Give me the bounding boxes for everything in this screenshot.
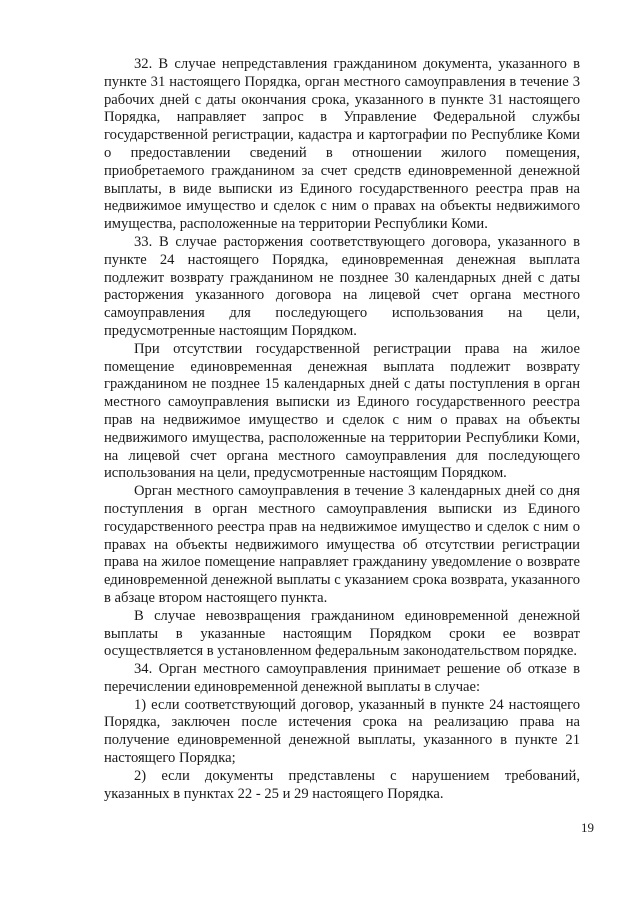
paragraph-33-registration: При отсутствии государственной регистрации права на жилое помещение единовременная денежная выплата подлежит возврату гражданином не позднее 15 календарных дней с даты поступления в орган местного самоуправления выписки из Единого государственного реестра прав на недвижимое имущество и сделок с ним о правах на объекты недвижимого имущества, расположенные на территории Республики Коми, на лицевой счет органа местного самоуправления для последующего использования на цели, предусмотренные настоящим Порядком. xyxy=(104,340,580,482)
paragraph-32: 32. В случае непредставления гражданином документа, указанного в пункте 31 настоящего Порядка, орган местного самоуправления в течение 3 рабочих дней с даты окончания срока, указанного в пункте 31 настоящего Порядка, направляет запрос в Управление Федеральной службы государственной регистрации, кадастра и картографии по Республике Коми о предоставлении сведений в отношении жилого помещения, приобретаемого гражданином за счет средств единовременной денежной выплаты, в виде выписки из Единого государственного реестра прав на недвижимое имущество и сделок с ним о правах на объекты недвижимого имущества, расположенные на территории Республики Коми. xyxy=(104,56,580,233)
paragraph-34: 34. Орган местного самоуправления принимает решение об отказе в перечислении единовременной денежной выплаты в случае: xyxy=(104,661,580,695)
paragraph-33-notification: Орган местного самоуправления в течение 3 календарных дней со дня поступления в орган местного самоуправления выписки из Единого государственного реестра прав на недвижимое имущество и сделок с ним о правах на объекты недвижимого имущества об отсутствии регистрации права на жилое помещение направляет гражданину уведомление о возврате единовременной денежной выплаты с указанием срока возврата, указанного в абзаце втором настоящего пункта. xyxy=(104,483,580,606)
page-number: 19 xyxy=(581,820,594,835)
paragraph-34-item-1: 1) если соответствующий договор, указанный в пункте 24 настоящего Порядка, заключен после истечения срока на реализацию права на получение единовременной денежной выплаты, указанного в пункте 21 настоящего Порядка; xyxy=(104,696,580,767)
paragraph-33: 33. В случае расторжения соответствующего договора, указанного в пункте 24 настоящего Порядка, единовременная денежная выплата подлежит возврату гражданином не позднее 30 календарных дней с даты расторжения указанного договора на лицевой счет органа местного самоуправления для последующего использования на цели, предусмотренные настоящим Порядком. xyxy=(104,233,580,339)
document-body xyxy=(104,56,580,803)
paragraph-33-non-return: В случае невозвращения гражданином единовременной денежной выплаты в указанные настоящим Порядком сроки ее возврат осуществляется в установленном федеральным законодательством порядке. xyxy=(104,607,580,660)
paragraph-34-item-2: 2) если документы представлены с нарушением требований, указанных в пунктах 22 - 25 и 29 настоящего Порядка. xyxy=(104,767,580,802)
